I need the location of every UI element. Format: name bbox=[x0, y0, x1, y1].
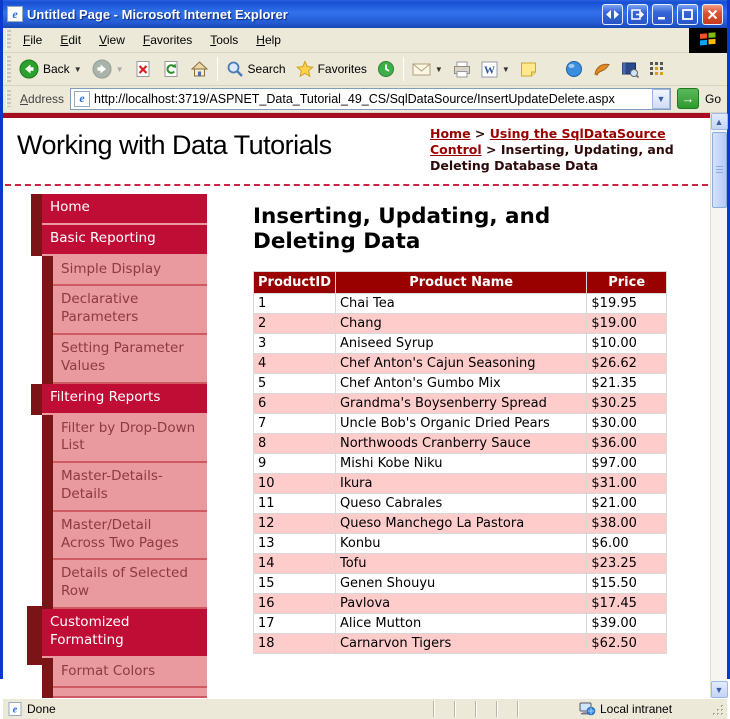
table-cell: 10 bbox=[254, 473, 336, 493]
research-button[interactable] bbox=[588, 59, 616, 79]
breadcrumb-separator: > bbox=[474, 126, 486, 141]
sidebar-rail-notch bbox=[42, 286, 53, 335]
table-row bbox=[254, 293, 667, 313]
sidebar-item-label: Setting Parameter Values bbox=[53, 335, 207, 384]
table-cell: $17.45 bbox=[587, 593, 667, 613]
scroll-up-arrow[interactable]: ▲ bbox=[711, 113, 728, 130]
table-cell: $39.00 bbox=[587, 613, 667, 633]
status-pane-separator bbox=[517, 701, 519, 717]
address-url[interactable]: http://localhost:3719/ASPNET_Data_Tutorial_49_CS/SqlDataSource/InsertUpdateDelete.aspx bbox=[94, 91, 615, 106]
sidebar-item[interactable] bbox=[42, 415, 207, 464]
menu-help[interactable]: Help bbox=[256, 33, 281, 47]
stop-icon bbox=[134, 60, 152, 78]
search-button[interactable] bbox=[221, 58, 291, 80]
sidebar-rail-notch bbox=[27, 606, 42, 665]
table-cell: $97.00 bbox=[587, 453, 667, 473]
page-title: Inserting, Updating, and Deleting Data bbox=[253, 204, 551, 255]
sidebar-item-label: Master-Details-Details bbox=[53, 463, 207, 512]
column-header: Product Name bbox=[335, 271, 586, 293]
standard-buttons-toolbar bbox=[3, 53, 727, 86]
vertical-scrollbar[interactable] bbox=[710, 113, 727, 698]
table-cell: Chai Tea bbox=[335, 293, 586, 313]
ie-status-icon bbox=[8, 702, 22, 716]
go-label: Go bbox=[704, 91, 721, 106]
back-icon bbox=[19, 59, 39, 79]
title-bar bbox=[3, 0, 727, 28]
address-label: Address bbox=[20, 91, 65, 106]
table-row bbox=[254, 593, 667, 613]
menu-file[interactable]: File bbox=[23, 33, 43, 47]
sidebar-item-label: Filter by Drop-Down List bbox=[53, 415, 207, 464]
status-pane-separator bbox=[496, 701, 498, 717]
sidebar-item[interactable] bbox=[42, 560, 207, 609]
table-cell: $36.00 bbox=[587, 433, 667, 453]
table-cell: Pavlova bbox=[335, 593, 586, 613]
breadcrumb-link-section[interactable]: Using the SqlDataSource Control bbox=[430, 126, 666, 157]
table-cell: $21.00 bbox=[587, 493, 667, 513]
local-intranet-icon bbox=[579, 702, 595, 716]
sidebar-menu bbox=[21, 194, 207, 698]
history-button[interactable] bbox=[372, 58, 400, 80]
table-cell: 16 bbox=[254, 593, 336, 613]
status-pane-separator bbox=[475, 701, 477, 717]
back-button[interactable] bbox=[14, 57, 87, 81]
table-row bbox=[254, 573, 667, 593]
table-cell: $10.00 bbox=[587, 333, 667, 353]
table-cell: $6.00 bbox=[587, 533, 667, 553]
table-row bbox=[254, 633, 667, 653]
sidebar-rail-notch bbox=[42, 256, 53, 287]
history-icon bbox=[377, 60, 395, 78]
table-cell: Grandma's Boysenberry Spread bbox=[335, 393, 586, 413]
sidebar-rail-notch bbox=[31, 384, 42, 415]
table-row bbox=[254, 453, 667, 473]
ie-page-icon: e bbox=[74, 91, 90, 107]
table-row bbox=[254, 513, 667, 533]
sidebar-rail-notch bbox=[42, 658, 53, 689]
table-header-row bbox=[254, 271, 667, 293]
notes-button[interactable] bbox=[515, 59, 542, 80]
sidebar-item[interactable] bbox=[42, 463, 207, 512]
maximize-button[interactable] bbox=[677, 4, 698, 25]
table-cell: $21.35 bbox=[587, 373, 667, 393]
sidebar-item-label: Customized Formatting bbox=[42, 609, 207, 658]
site-title: Working with Data Tutorials bbox=[17, 130, 332, 160]
encyclopedia-button[interactable] bbox=[616, 59, 644, 80]
sidebar-item[interactable] bbox=[27, 609, 207, 658]
table-cell: Alice Mutton bbox=[335, 613, 586, 633]
table-row bbox=[254, 393, 667, 413]
sidebar-item[interactable] bbox=[42, 658, 207, 689]
edit-with-word-button[interactable] bbox=[476, 59, 515, 80]
table-cell: $62.50 bbox=[587, 633, 667, 653]
menu-favorites[interactable]: Favorites bbox=[142, 33, 193, 47]
table-cell: Konbu bbox=[335, 533, 586, 553]
forward-dropdown-caret[interactable]: ▼ bbox=[115, 64, 124, 74]
sidebar-item-clipped bbox=[42, 688, 207, 698]
search-label: Search bbox=[247, 62, 286, 76]
book-search-icon bbox=[621, 61, 639, 78]
products-table bbox=[253, 271, 667, 654]
sidebar-item-label: Home bbox=[42, 194, 207, 225]
table-cell: 2 bbox=[254, 313, 336, 333]
table-cell: $31.00 bbox=[587, 473, 667, 493]
address-dropdown-button[interactable]: ▼ bbox=[652, 89, 670, 109]
toolbar-grip[interactable] bbox=[6, 30, 11, 49]
status-text: Done bbox=[27, 702, 56, 717]
table-cell: 5 bbox=[254, 373, 336, 393]
address-bar bbox=[3, 86, 727, 113]
table-row bbox=[254, 433, 667, 453]
sidebar-item[interactable] bbox=[42, 286, 207, 335]
breadcrumb-separator: > bbox=[486, 142, 497, 157]
table-row bbox=[254, 473, 667, 493]
sidebar-item[interactable] bbox=[42, 512, 207, 561]
back-label: Back bbox=[43, 62, 70, 76]
sidebar-rail-notch bbox=[42, 415, 53, 464]
favorites-label: Favorites bbox=[317, 62, 367, 76]
resize-grip[interactable] bbox=[711, 701, 725, 717]
mail-dropdown-caret[interactable]: ▼ bbox=[434, 64, 443, 74]
table-cell: 4 bbox=[254, 353, 336, 373]
table-cell: Carnarvon Tigers bbox=[335, 633, 586, 653]
favorites-button[interactable] bbox=[291, 58, 372, 80]
table-row bbox=[254, 313, 667, 333]
table-row bbox=[254, 533, 667, 553]
table-cell: 7 bbox=[254, 413, 336, 433]
sidebar-item-label: Filtering Reports bbox=[42, 384, 207, 415]
table-cell: $19.00 bbox=[587, 313, 667, 333]
main-content bbox=[253, 194, 677, 698]
pixel-grid-icon bbox=[649, 61, 666, 78]
accessibility-arrows-button[interactable] bbox=[602, 4, 623, 25]
search-icon bbox=[226, 60, 244, 78]
menu-tools[interactable]: Tools bbox=[210, 33, 239, 47]
table-cell: 9 bbox=[254, 453, 336, 473]
security-zone-text: Local intranet bbox=[600, 702, 673, 717]
table-cell: $15.50 bbox=[587, 573, 667, 593]
sidebar-item-label: Master/Detail Across Two Pages bbox=[53, 512, 207, 561]
sidebar-item[interactable] bbox=[42, 335, 207, 384]
table-cell: $19.95 bbox=[587, 293, 667, 313]
home-button[interactable] bbox=[185, 58, 214, 80]
status-pane-separator bbox=[433, 701, 435, 717]
print-icon bbox=[453, 61, 471, 78]
table-row bbox=[254, 333, 667, 353]
table-cell: $26.62 bbox=[587, 353, 667, 373]
table-cell: $38.00 bbox=[587, 513, 667, 533]
table-cell: 13 bbox=[254, 533, 336, 553]
table-cell: Chang bbox=[335, 313, 586, 333]
ie-page-icon: e bbox=[7, 6, 23, 22]
sidebar-rail-notch bbox=[42, 335, 53, 384]
breadcrumb bbox=[430, 124, 696, 180]
table-cell: 15 bbox=[254, 573, 336, 593]
msn-sphere-icon bbox=[565, 60, 583, 78]
svg-text:e: e bbox=[12, 704, 18, 716]
table-row bbox=[254, 353, 667, 373]
table-cell: Uncle Bob's Organic Dried Pears bbox=[335, 413, 586, 433]
window-title: Untitled Page - Microsoft Internet Explorer bbox=[27, 6, 288, 22]
sidebar-item[interactable] bbox=[31, 194, 207, 225]
table-cell: 8 bbox=[254, 433, 336, 453]
scroll-down-arrow[interactable]: ▼ bbox=[711, 681, 728, 698]
sidebar-item-label: Format Colors bbox=[53, 658, 207, 689]
table-cell: Ikura bbox=[335, 473, 586, 493]
content-area bbox=[3, 186, 710, 698]
home-icon bbox=[190, 60, 209, 78]
svg-text:W: W bbox=[483, 64, 495, 76]
sidebar-item-label bbox=[53, 688, 207, 698]
print-button[interactable] bbox=[448, 59, 476, 80]
menu-bar bbox=[3, 28, 727, 53]
sidebar-rail-notch bbox=[42, 512, 53, 561]
toolbar-grip[interactable] bbox=[6, 56, 11, 82]
table-cell: Queso Manchego La Pastora bbox=[335, 513, 586, 533]
stop-button[interactable] bbox=[129, 58, 157, 80]
page-header bbox=[3, 118, 710, 182]
status-pane-separator bbox=[454, 701, 456, 717]
table-cell: $30.00 bbox=[587, 413, 667, 433]
table-cell: Genen Shouyu bbox=[335, 573, 586, 593]
menu-view[interactable]: View bbox=[99, 33, 125, 47]
breadcrumb-link-home[interactable]: Home bbox=[430, 126, 471, 141]
menu-edit[interactable]: Edit bbox=[60, 33, 82, 47]
table-cell: Aniseed Syrup bbox=[335, 333, 586, 353]
table-cell: $30.25 bbox=[587, 393, 667, 413]
table-cell: Mishi Kobe Niku bbox=[335, 453, 586, 473]
go-button[interactable]: → bbox=[677, 88, 699, 109]
table-cell: 17 bbox=[254, 613, 336, 633]
mail-icon bbox=[412, 61, 431, 77]
mail-button[interactable] bbox=[407, 59, 448, 79]
table-cell: Chef Anton's Gumbo Mix bbox=[335, 373, 586, 393]
table-cell: Tofu bbox=[335, 553, 586, 573]
sidebar-rail-notch bbox=[42, 688, 53, 698]
favorites-star-icon bbox=[296, 60, 314, 78]
toolbar-separator bbox=[217, 57, 218, 81]
products-table-body bbox=[254, 293, 667, 653]
window-exit-fullscreen-button[interactable] bbox=[627, 4, 648, 25]
table-row bbox=[254, 493, 667, 513]
table-cell: 6 bbox=[254, 393, 336, 413]
word-icon bbox=[481, 61, 498, 78]
edit-dropdown-caret[interactable]: ▼ bbox=[501, 64, 510, 74]
sidebar-rail-notch bbox=[31, 194, 42, 225]
table-row bbox=[254, 553, 667, 573]
table-row bbox=[254, 413, 667, 433]
sidebar-rail-notch bbox=[31, 225, 42, 256]
sidebar-item[interactable] bbox=[31, 225, 207, 256]
table-cell: 1 bbox=[254, 293, 336, 313]
messenger-button[interactable] bbox=[644, 59, 671, 80]
sidebar-item[interactable] bbox=[31, 384, 207, 415]
table-cell: $23.25 bbox=[587, 553, 667, 573]
close-button[interactable] bbox=[702, 4, 723, 25]
refresh-icon bbox=[162, 60, 180, 78]
forward-icon bbox=[92, 59, 112, 79]
table-cell: 12 bbox=[254, 513, 336, 533]
status-zone-pane bbox=[579, 702, 709, 716]
minimize-button[interactable] bbox=[652, 4, 673, 25]
column-header: Price bbox=[587, 271, 667, 293]
toolbar-separator bbox=[403, 57, 404, 81]
scrollbar-thumb[interactable] bbox=[712, 132, 727, 208]
table-cell: Northwoods Cranberry Sauce bbox=[335, 433, 586, 453]
back-dropdown-caret[interactable]: ▼ bbox=[73, 64, 82, 74]
breadcrumb-current: Inserting, Updating, and Deleting Database Data bbox=[430, 142, 674, 173]
browser-viewport bbox=[3, 113, 727, 698]
table-cell: 11 bbox=[254, 493, 336, 513]
msn-button[interactable] bbox=[560, 58, 588, 80]
status-left-pane bbox=[5, 702, 433, 716]
table-row bbox=[254, 373, 667, 393]
table-cell: Queso Cabrales bbox=[335, 493, 586, 513]
address-field[interactable] bbox=[70, 88, 671, 110]
note-icon bbox=[520, 61, 537, 78]
sidebar-rail-notch bbox=[42, 560, 53, 609]
sidebar-item[interactable] bbox=[42, 256, 207, 287]
column-header: ProductID bbox=[254, 271, 336, 293]
sidebar-rail-notch bbox=[42, 463, 53, 512]
table-row bbox=[254, 613, 667, 633]
table-cell: 14 bbox=[254, 553, 336, 573]
table-cell: 18 bbox=[254, 633, 336, 653]
sidebar-item-label: Basic Reporting bbox=[42, 225, 207, 256]
refresh-button[interactable] bbox=[157, 58, 185, 80]
status-bar bbox=[3, 698, 727, 719]
forward-button[interactable] bbox=[87, 57, 129, 81]
windows-logo-throbber bbox=[689, 28, 727, 53]
sidebar-item-label: Simple Display bbox=[53, 256, 207, 287]
sidebar-item-label: Details of Selected Row bbox=[53, 560, 207, 609]
toolbar-grip[interactable] bbox=[6, 90, 11, 107]
sidebar-item-label: Declarative Parameters bbox=[53, 286, 207, 335]
table-cell: 3 bbox=[254, 333, 336, 353]
research-icon bbox=[593, 61, 611, 77]
table-cell: Chef Anton's Cajun Seasoning bbox=[335, 353, 586, 373]
